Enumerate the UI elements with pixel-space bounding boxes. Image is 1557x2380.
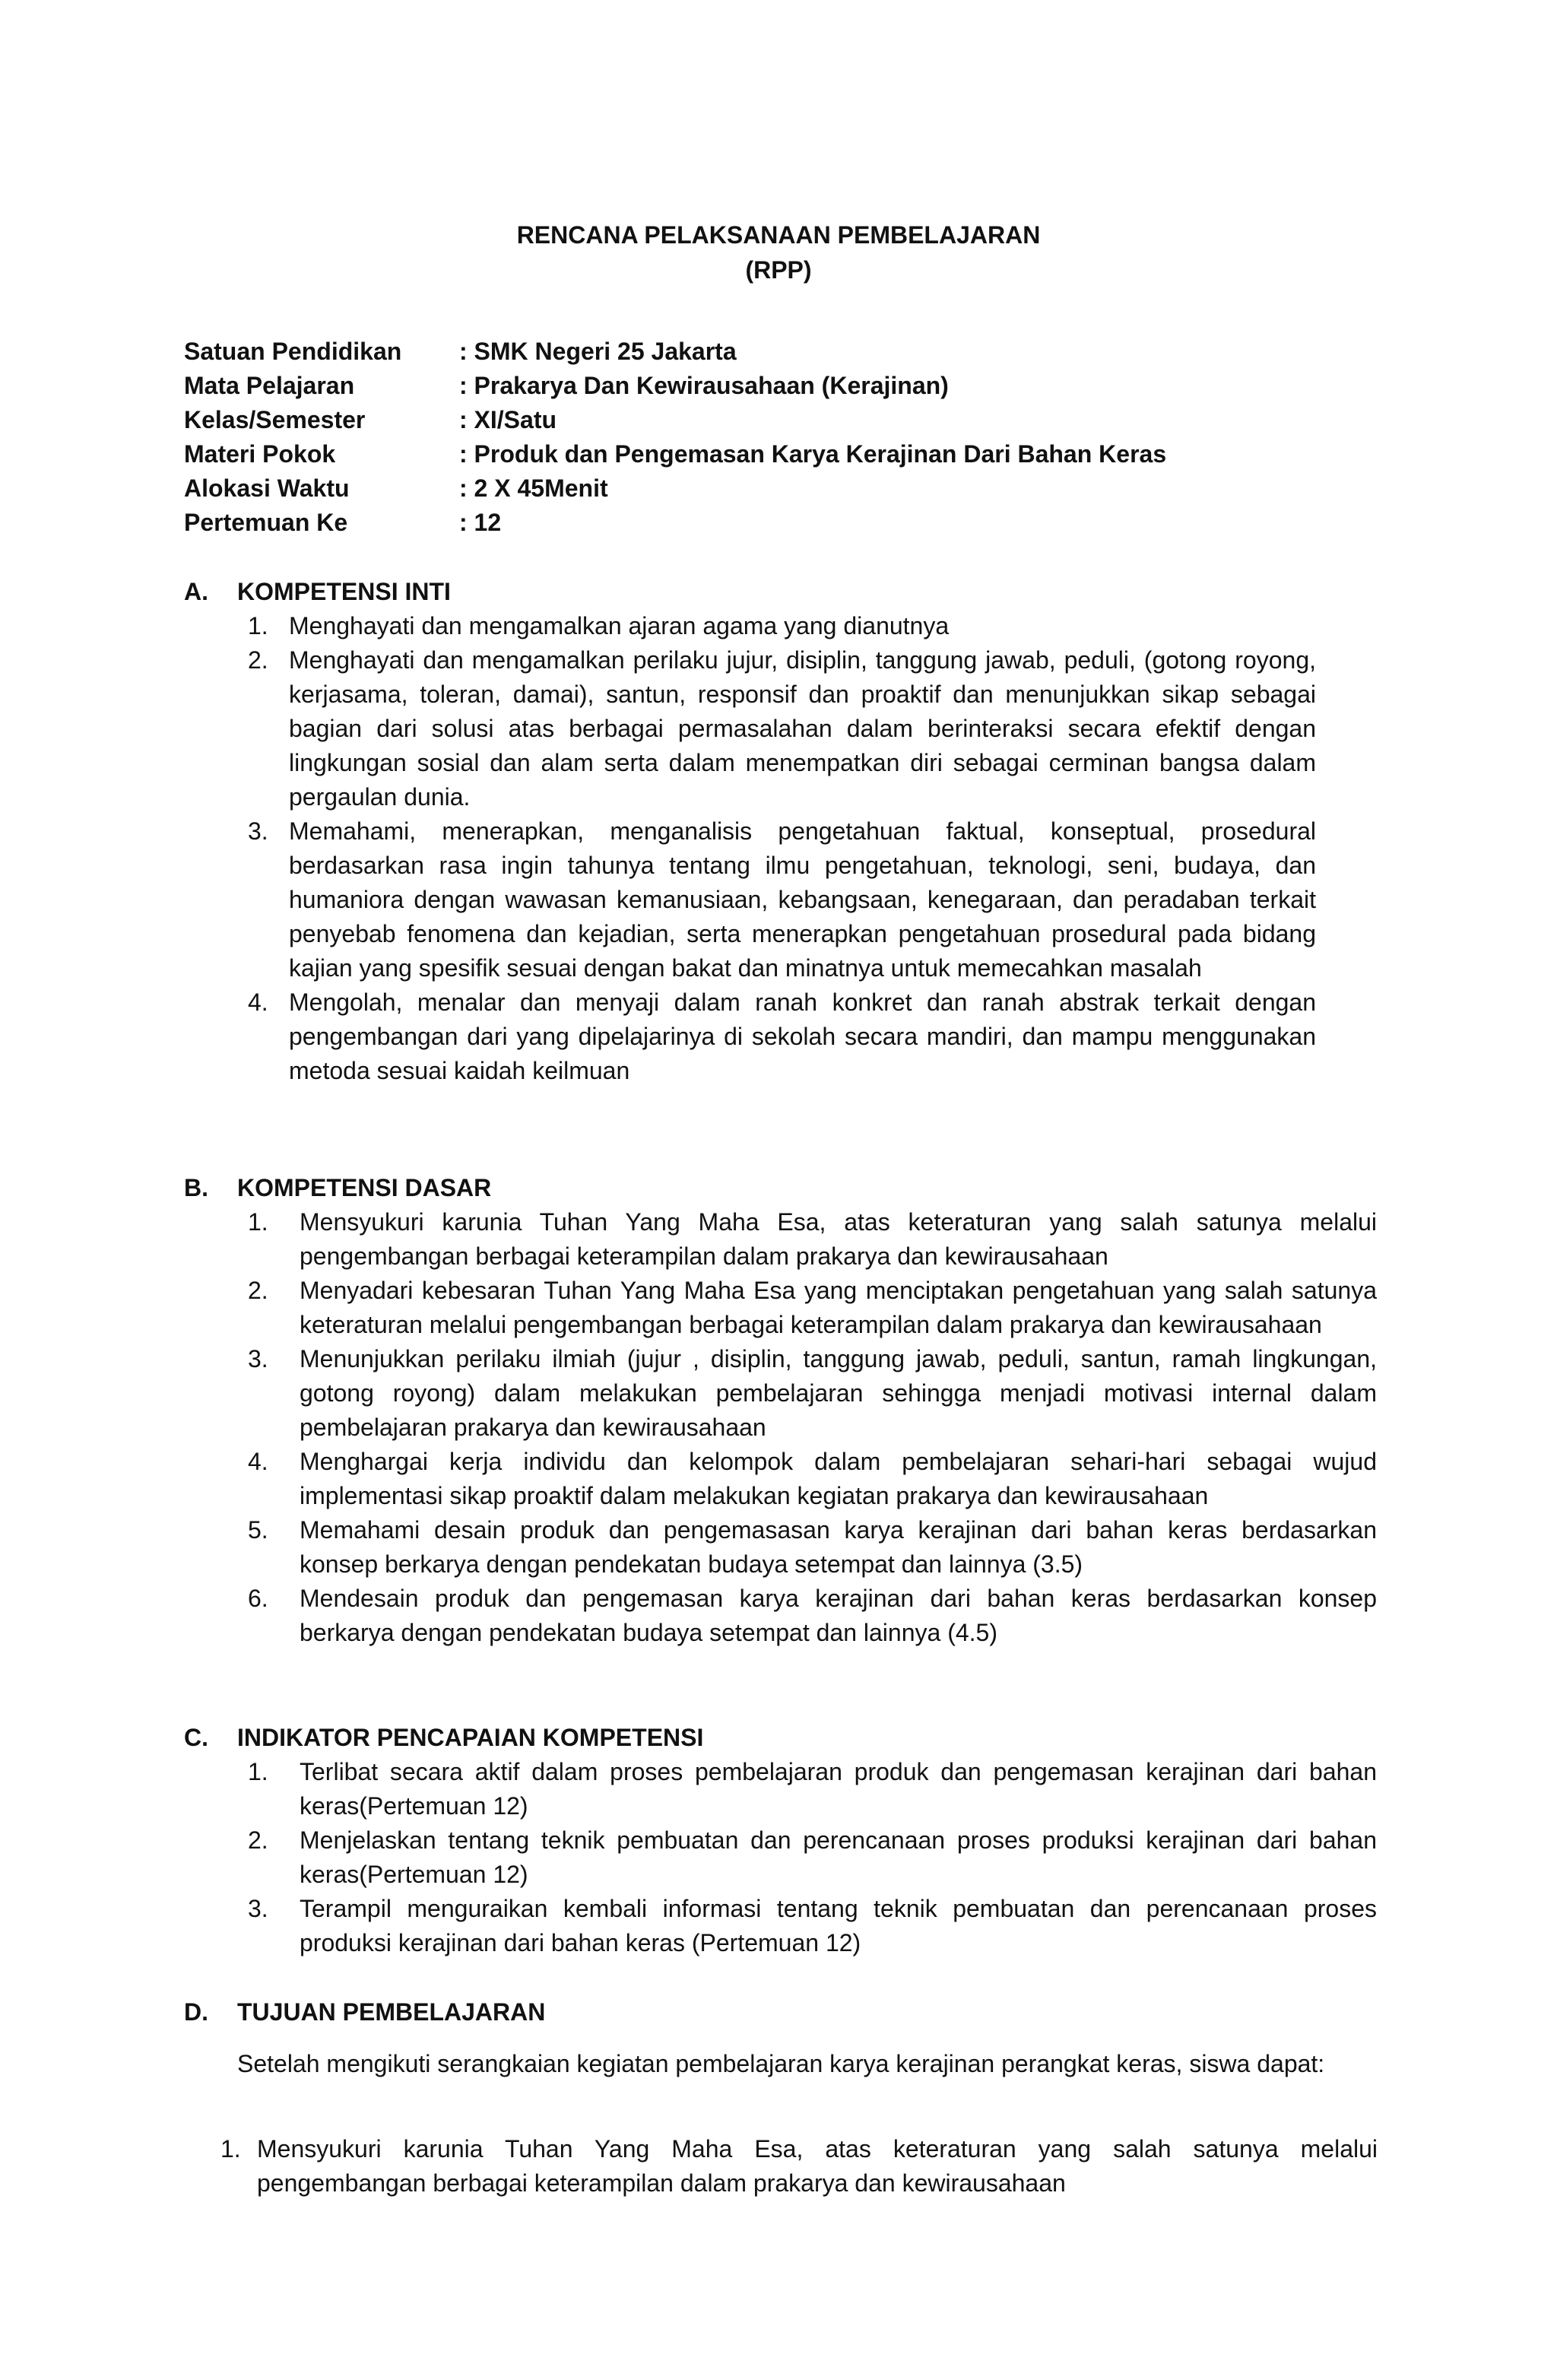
- item-text: Memahami desain produk dan pengemasasan karya kerajinan dari bahan keras berdasarkan konsep berkarya dengan pendekatan budaya setempat dan lainnya (3.5): [300, 1516, 1377, 1578]
- identity-row: [184, 471, 1166, 506]
- identity-row: [184, 437, 1166, 471]
- item-number: 4.: [248, 988, 268, 1016]
- kompetensi-dasar-list: [248, 1205, 1377, 1650]
- document-title: RENCANA PELAKSANAAN PEMBELAJARAN: [516, 221, 1041, 249]
- item-number: 2.: [248, 646, 268, 674]
- identity-value: : 2 X 45Menit: [459, 474, 608, 502]
- item-number: 1.: [220, 2135, 241, 2163]
- section-letter: D.: [184, 1998, 208, 2026]
- identity-label: Alokasi Waktu: [184, 474, 350, 502]
- section-c-heading: [184, 1721, 703, 1755]
- item-number: 4.: [248, 1448, 268, 1475]
- item-number: 2.: [248, 1277, 268, 1304]
- identity-label: Satuan Pendidikan: [184, 338, 402, 365]
- item-text: Menghayati dan mengamalkan ajaran agama yang dianutnya: [289, 612, 950, 639]
- item-number: 1.: [248, 1758, 268, 1785]
- item-text: Menyadari kebesaran Tuhan Yang Maha Esa yang menciptakan pengetahuan yang salah satunya keteraturan melalui pengembangan berbagai keterampilan dalam prakarya dan kewirausahaan: [300, 1277, 1377, 1338]
- list-item: [248, 1582, 1377, 1650]
- indikator-list: [248, 1755, 1377, 1960]
- identity-value: : XI/Satu: [459, 406, 557, 433]
- identity-row: [184, 506, 1166, 540]
- item-text: Mengolah, menalar dan menyaji dalam ranah konkret dan ranah abstrak terkait dengan pengembangan dari yang dipelajarinya di sekolah secara mandiri, dan mampu menggunakan metoda sesuai kaidah keilmuan: [289, 988, 1316, 1084]
- item-text: Menghayati dan mengamalkan perilaku jujur, disiplin, tanggung jawab, peduli, (gotong royong, kerjasama, toleran, damai), santun, responsif dan proaktif dan menunjukkan sikap sebagai bagian dari solusi atas berbagai permasalahan dalam berinteraksi secara efektif dengan lingkungan sosial dan alam serta dalam menempatkan diri sebagai cerminan bangsa dalam pergaulan dunia.: [289, 646, 1316, 811]
- item-text: Menghargai kerja individu dan kelompok dalam pembelajaran sehari-hari sebagai wujud implementasi sikap proaktif dalam melakukan kegiatan prakarya dan kewirausahaan: [300, 1448, 1377, 1509]
- kompetensi-inti-list: [248, 609, 1316, 1088]
- section-title: INDIKATOR PENCAPAIAN KOMPETENSI: [237, 1724, 704, 1751]
- identity-row: [184, 369, 1166, 403]
- identity-row: [184, 335, 1166, 369]
- item-text: Mensyukuri karunia Tuhan Yang Maha Esa, atas keteraturan yang salah satunya melalui pengembangan berbagai keterampilan dalam prakarya dan kewirausahaan: [300, 1208, 1377, 1270]
- identity-table: [184, 335, 1166, 540]
- item-number: 1.: [248, 612, 268, 639]
- item-text: Memahami, menerapkan, menganalisis pengetahuan faktual, konseptual, prosedural berdasarkan rasa ingin tahunya tentang ilmu pengetahuan, teknologi, seni, budaya, dan humaniora dengan wawasan kemanusiaan, kebangsaan, kenegaraan, dan peradaban terkait penyebab fenomena dan kejadian, serta menerapkan pengetahuan prosedural pada bidang kajian yang spesifik sesuai dengan bakat dan minatnya untuk memecahkan masalah: [289, 817, 1316, 982]
- list-item: [248, 814, 1316, 985]
- item-number: 6.: [248, 1585, 268, 1612]
- identity-label: Pertemuan Ke: [184, 509, 348, 536]
- section-title: KOMPETENSI INTI: [237, 578, 451, 605]
- list-item: [248, 1205, 1377, 1274]
- item-number: 3.: [248, 1895, 268, 1922]
- item-text: Terlibat secara aktif dalam proses pembelajaran produk dan pengemasan kerajinan dari bahan keras(Pertemuan 12): [300, 1758, 1377, 1820]
- identity-value: : SMK Negeri 25 Jakarta: [459, 338, 737, 365]
- list-item: [248, 1892, 1377, 1960]
- list-item: [248, 1823, 1377, 1892]
- list-item: [220, 2132, 1378, 2201]
- item-text: Menjelaskan tentang teknik pembuatan dan perencanaan proses produksi kerajinan dari bahan keras(Pertemuan 12): [300, 1826, 1377, 1888]
- item-text: Terampil menguraikan kembali informasi tentang teknik pembuatan dan perencanaan proses produksi kerajinan dari bahan keras (Pertemuan 12): [300, 1895, 1377, 1956]
- section-title: KOMPETENSI DASAR: [237, 1174, 492, 1201]
- section-b-heading: [184, 1171, 491, 1205]
- identity-label: Kelas/Semester: [184, 406, 366, 433]
- section-letter: A.: [184, 578, 208, 605]
- item-number: 5.: [248, 1516, 268, 1544]
- identity-value: : Prakarya Dan Kewirausahaan (Kerajinan): [459, 372, 949, 399]
- item-text: Mensyukuri karunia Tuhan Yang Maha Esa, atas keteraturan yang salah satunya melalui pengembangan berbagai keterampilan dalam prakarya dan kewirausahaan: [257, 2135, 1378, 2197]
- section-letter: C.: [184, 1724, 208, 1751]
- section-title: TUJUAN PEMBELAJARAN: [237, 1998, 546, 2026]
- item-number: 3.: [248, 817, 268, 845]
- item-number: 2.: [248, 1826, 268, 1854]
- tujuan-list: [220, 2132, 1378, 2201]
- identity-value: : 12: [459, 509, 502, 536]
- item-text: Menunjukkan perilaku ilmiah (jujur , disiplin, tanggung jawab, peduli, santun, ramah lingkungan, gotong royong) dalam melakukan pembelajaran sehingga menjadi motivasi internal dalam pembelajaran prakarya dan kewirausahaan: [300, 1345, 1377, 1441]
- identity-label: Materi Pokok: [184, 440, 336, 468]
- section-letter: B.: [184, 1174, 208, 1201]
- identity-row: [184, 403, 1166, 437]
- item-number: 1.: [248, 1208, 268, 1236]
- section-a-heading: [184, 575, 451, 609]
- list-item: [248, 1274, 1377, 1342]
- document-subtitle: (RPP): [745, 256, 812, 284]
- list-item: [248, 1755, 1377, 1823]
- list-item: [248, 1513, 1377, 1582]
- section-d-heading: [184, 1995, 545, 2029]
- list-item: [248, 609, 1316, 643]
- list-item: [248, 985, 1316, 1088]
- item-number: 3.: [248, 1345, 268, 1372]
- tujuan-intro: Setelah mengikuti serangkaian kegiatan pembelajaran karya kerajinan perangkat keras, siswa dapat:: [237, 2050, 1325, 2077]
- identity-value: : Produk dan Pengemasan Karya Kerajinan Dari Bahan Keras: [459, 440, 1167, 468]
- list-item: [248, 643, 1316, 814]
- list-item: [248, 1342, 1377, 1445]
- list-item: [248, 1445, 1377, 1513]
- item-text: Mendesain produk dan pengemasan karya kerajinan dari bahan keras berdasarkan konsep berkarya dengan pendekatan budaya setempat dan lainnya (4.5): [300, 1585, 1377, 1646]
- identity-label: Mata Pelajaran: [184, 372, 355, 399]
